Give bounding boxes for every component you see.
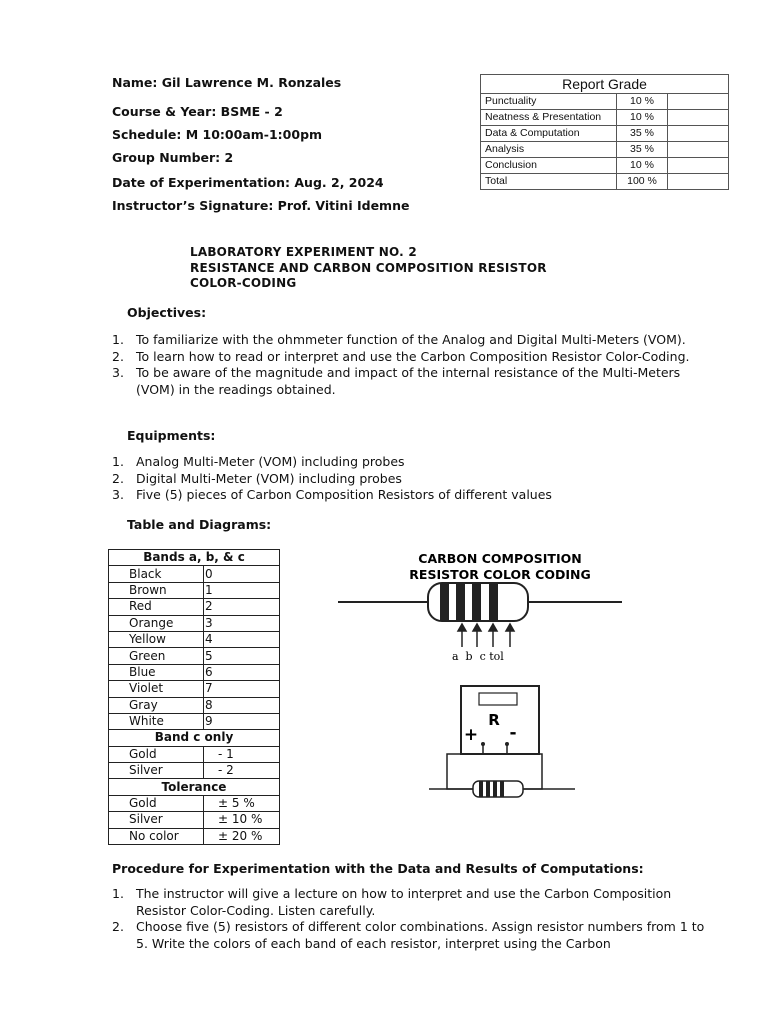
student-name: Name: Gil Lawrence M. Ronzales bbox=[112, 75, 342, 90]
list-item bbox=[112, 886, 712, 919]
band-value: ± 5 % bbox=[204, 795, 280, 811]
list-text: To learn how to read or interpret and use the Carbon Composition Resistor Color-Coding. bbox=[136, 348, 690, 364]
table-row bbox=[109, 681, 280, 697]
experiment-title-line1: LABORATORY EXPERIMENT NO. 2 bbox=[190, 245, 417, 259]
band-color: Gold bbox=[109, 746, 204, 762]
grade-pct: 10 % bbox=[617, 110, 668, 126]
table-row bbox=[109, 812, 280, 828]
band-c bbox=[472, 583, 481, 621]
course-year: Course & Year: BSME - 2 bbox=[112, 104, 283, 119]
band-b bbox=[456, 583, 465, 621]
list-item bbox=[112, 332, 712, 349]
band-tolerance bbox=[489, 583, 498, 621]
band-color: White bbox=[109, 713, 204, 729]
grade-pct: 35 % bbox=[617, 142, 668, 158]
band-value: 2 bbox=[204, 599, 280, 615]
band-value: ± 20 % bbox=[204, 828, 280, 844]
table-row bbox=[109, 795, 280, 811]
band-color: Black bbox=[109, 566, 204, 582]
band-color: Blue bbox=[109, 664, 204, 680]
grade-row bbox=[481, 142, 729, 158]
grade-label: Conclusion bbox=[481, 158, 617, 174]
grade-blank bbox=[668, 126, 729, 142]
tolerance-header: Tolerance bbox=[109, 779, 280, 795]
report-grade-table bbox=[480, 74, 729, 190]
group-number: Group Number: 2 bbox=[112, 150, 234, 165]
list-text: Analog Multi-Meter (VOM) including probes bbox=[136, 454, 405, 469]
list-number: 3. bbox=[112, 365, 124, 380]
grade-blank bbox=[668, 158, 729, 174]
band-value: 6 bbox=[204, 664, 280, 680]
list-item bbox=[112, 454, 712, 471]
band-value: ± 10 % bbox=[204, 812, 280, 828]
table-row bbox=[109, 664, 280, 680]
minus-terminal: - bbox=[509, 723, 517, 743]
band-value: 0 bbox=[204, 566, 280, 582]
grade-blank bbox=[668, 142, 729, 158]
list-number: 2. bbox=[112, 470, 124, 486]
list-number: 1. bbox=[112, 332, 124, 347]
list-text: Digital Multi-Meter (VOM) including probes bbox=[136, 470, 402, 486]
experiment-title-line3: COLOR-CODING bbox=[190, 276, 297, 290]
objectives-heading: Objectives: bbox=[127, 305, 207, 320]
ohmmeter-diagram bbox=[425, 683, 580, 805]
band-color: Gray bbox=[109, 697, 204, 713]
list-number: 1. bbox=[112, 886, 124, 901]
list-number: 2. bbox=[112, 919, 124, 934]
list-item bbox=[112, 349, 712, 366]
band-labels: a b c tol bbox=[452, 650, 504, 663]
band-color: Silver bbox=[109, 812, 204, 828]
band-value: - 2 bbox=[204, 763, 280, 779]
list-item bbox=[112, 365, 712, 398]
band-value: 8 bbox=[204, 697, 280, 713]
table-row bbox=[109, 566, 280, 582]
band-color: Brown bbox=[109, 582, 204, 598]
list-text: To be aware of the magnitude and impact of the internal resistance of the Multi-Meters (VOM) in the readings obtained. bbox=[136, 365, 681, 397]
band-color: No color bbox=[109, 828, 204, 844]
band-color: Orange bbox=[109, 615, 204, 631]
grade-label: Neatness & Presentation bbox=[481, 110, 617, 126]
table-row bbox=[109, 648, 280, 664]
list-text: The instructor will give a lecture on how to interpret and use the Carbon Composition Resistor Color-Coding. Listen carefully. bbox=[136, 886, 672, 918]
diagram-title-line2: RESISTOR COLOR CODING bbox=[409, 567, 591, 582]
grade-blank bbox=[668, 110, 729, 126]
grade-pct: 10 % bbox=[617, 94, 668, 110]
grade-row bbox=[481, 158, 729, 174]
list-item bbox=[112, 919, 712, 952]
procedure-list bbox=[112, 886, 712, 952]
grade-pct: 100 % bbox=[617, 174, 668, 190]
experiment-date: Date of Experimentation: Aug. 2, 2024 bbox=[112, 175, 384, 190]
color-bands-table bbox=[108, 549, 280, 845]
objectives-list bbox=[112, 332, 712, 398]
grade-pct: 35 % bbox=[617, 126, 668, 142]
table-row bbox=[109, 697, 280, 713]
band-color: Violet bbox=[109, 681, 204, 697]
list-number: 2. bbox=[112, 348, 124, 364]
band-color: Green bbox=[109, 648, 204, 664]
list-number: 1. bbox=[112, 454, 124, 469]
equipments-list bbox=[112, 454, 712, 504]
tables-heading: Table and Diagrams: bbox=[127, 517, 272, 532]
table-row bbox=[109, 713, 280, 729]
band-color: Red bbox=[109, 599, 204, 615]
band-value: 3 bbox=[204, 615, 280, 631]
band-value: 9 bbox=[204, 713, 280, 729]
grade-label: Total bbox=[481, 174, 617, 190]
band-arrows bbox=[458, 624, 514, 647]
band-value: 5 bbox=[204, 648, 280, 664]
band-value: - 1 bbox=[204, 746, 280, 762]
list-number: 3. bbox=[112, 487, 124, 502]
diagram-title-line1: CARBON COMPOSITION bbox=[418, 551, 582, 566]
grade-pct: 10 % bbox=[617, 158, 668, 174]
table-row bbox=[109, 599, 280, 615]
list-text: To familiarize with the ohmmeter function of the Analog and Digital Multi-Meters (VOM). bbox=[136, 332, 686, 347]
band-color: Yellow bbox=[109, 631, 204, 647]
list-item bbox=[112, 471, 712, 488]
table-row bbox=[109, 615, 280, 631]
band-a bbox=[440, 583, 449, 621]
table-row bbox=[109, 828, 280, 844]
list-text: Choose five (5) resistors of different color combinations. Assign resistor numbers from 1 to 5. Write the colors of each band of each resistor, interpret using the Carbon bbox=[136, 919, 705, 951]
schedule: Schedule: M 10:00am-1:00pm bbox=[112, 127, 323, 142]
grade-row bbox=[481, 110, 729, 126]
band-color: Gold bbox=[109, 795, 204, 811]
table-row bbox=[109, 746, 280, 762]
band-value: 7 bbox=[204, 681, 280, 697]
ohmmeter-label: R bbox=[488, 711, 500, 729]
table-row bbox=[109, 763, 280, 779]
instructor-signature: Instructor’s Signature: Prof. Vitini Idemne bbox=[112, 198, 410, 213]
procedure-heading: Procedure for Experimentation with the Data and Results of Computations: bbox=[112, 861, 644, 876]
experiment-title-line2: RESISTANCE AND CARBON COMPOSITION RESISTOR bbox=[190, 261, 547, 275]
band-c-header: Band c only bbox=[109, 730, 280, 746]
equipments-heading: Equipments: bbox=[127, 428, 216, 443]
grade-label: Data & Computation bbox=[481, 126, 617, 142]
grade-row bbox=[481, 126, 729, 142]
grade-blank bbox=[668, 94, 729, 110]
grade-blank bbox=[668, 174, 729, 190]
plus-terminal: + bbox=[463, 725, 479, 745]
band-value: 1 bbox=[204, 582, 280, 598]
grade-row bbox=[481, 94, 729, 110]
grade-label: Punctuality bbox=[481, 94, 617, 110]
bands-abc-header: Bands a, b, & c bbox=[109, 550, 280, 566]
grade-label: Analysis bbox=[481, 142, 617, 158]
list-item bbox=[112, 487, 712, 504]
band-color: Silver bbox=[109, 763, 204, 779]
ohmmeter-display bbox=[479, 693, 517, 705]
report-grade-title: Report Grade bbox=[481, 75, 729, 94]
list-text: Five (5) pieces of Carbon Composition Resistors of different values bbox=[136, 487, 552, 502]
table-row bbox=[109, 582, 280, 598]
grade-row bbox=[481, 174, 729, 190]
resistor-color-code-diagram bbox=[330, 545, 630, 670]
band-value: 4 bbox=[204, 631, 280, 647]
table-row bbox=[109, 631, 280, 647]
